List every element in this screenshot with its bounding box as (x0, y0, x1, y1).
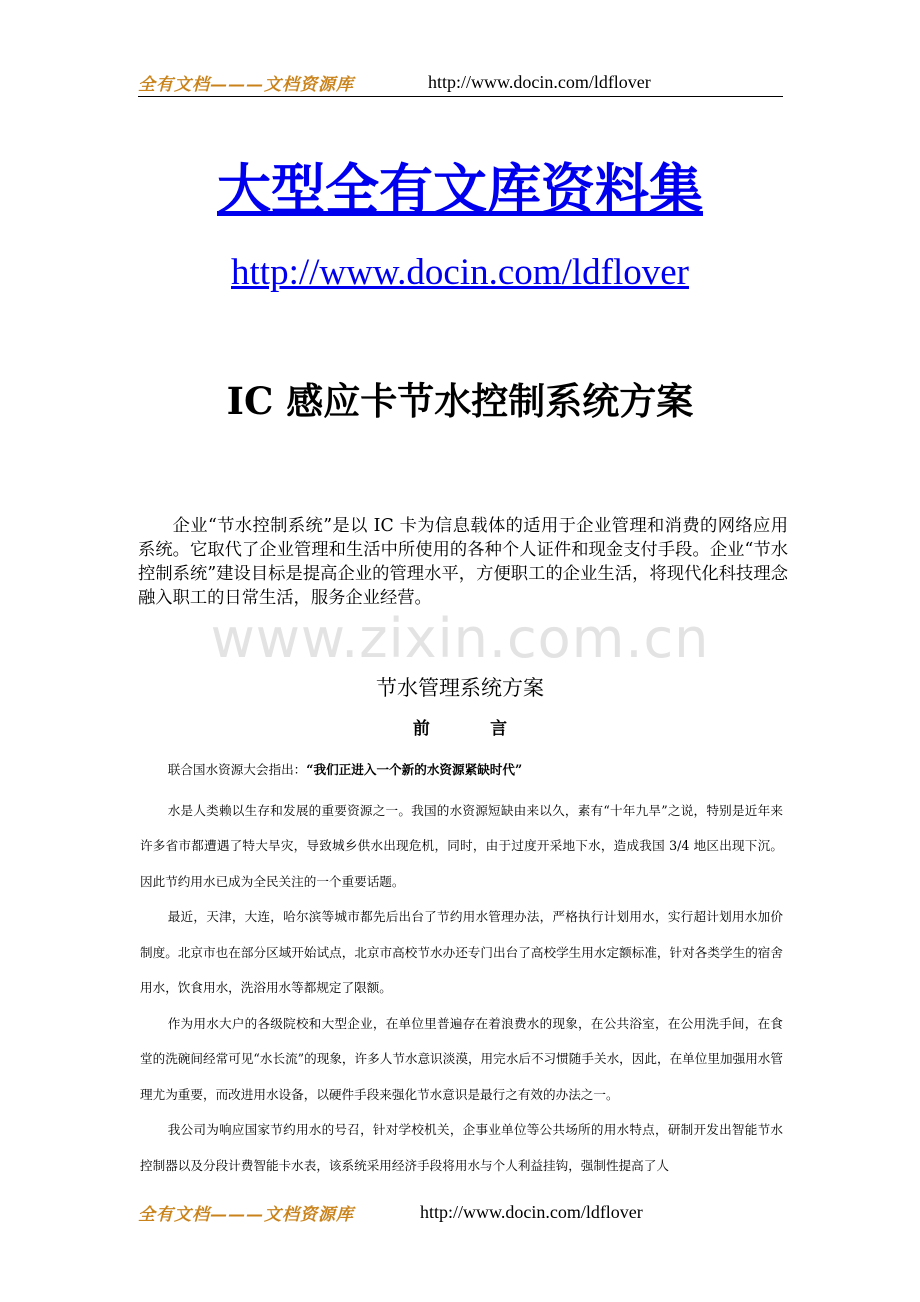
body-paragraph: 水是人类赖以生存和发展的重要资源之一。我国的水资源短缺由来以久，素有“十年九旱”之说，特别是近年来许多省市都遭遇了特大旱灾，导致城乡供水出现危机，同时，由于过度开采地下水，造成我国 3/4 地区出现下沉。因此节约用水已成为全民关注的一个重要话题。 (140, 802, 783, 889)
banner-url-link[interactable]: http://www.docin.com/ldflover (231, 252, 689, 293)
footer-url: http://www.docin.com/ldflover (420, 1202, 643, 1222)
document-title: IC 感应卡节水控制系统方案 (226, 379, 694, 423)
intro-paragraph: 企业“节水控制系统”是以 IC 卡为信息载体的适用于企业管理和消费的网络应用系统。它取代了企业管理和生活中所使用的各种个人证件和现金支付手段。企业“节水控制系统”建设目标是提高企业的管理水平，方便职工的企业生活，将现代化科技理念融入职工的日常生活，服务企业经营。 (138, 516, 788, 608)
page-header (138, 68, 783, 97)
body-paragraph: 我公司为响应国家节约用水的号召，针对学校机关，企事业单位等公共场所的用水特点，研制开发出智能节水控制器以及分段计费智能卡水表，该系统采用经济手段将用水与个人利益挂钩，强制性提高了人 (140, 1122, 783, 1173)
section-title: 节水管理系统方案 (376, 676, 544, 700)
lead-prefix: 联合国水资源大会指出： (167, 762, 307, 777)
watermark: www.zixin.com.cn (210, 607, 710, 670)
body-text (140, 752, 783, 1183)
lead-quote: “我们正进入一个新的水资源紧缺时代” (306, 762, 523, 777)
banner-title-link[interactable]: 大型全有文库资料集 (217, 158, 703, 221)
preface-heading: 前 言 (412, 719, 535, 739)
body-paragraph: 最近，天津，大连，哈尔滨等城市都先后出台了节约用水管理办法，严格执行计划用水，实行超计划用水加价制度。北京市也在部分区域开始试点，北京市高校节水办还专门出台了高校学生用水定额标准，针对各类学生的宿舍用水，饮食用水，洗浴用水等都规定了限额。 (140, 909, 783, 995)
header-url: http://www.docin.com/ldflover (428, 72, 651, 92)
header-brand: 全有文档———文档资源库 (138, 75, 354, 95)
lead-paragraph (140, 752, 783, 788)
page-footer (138, 1198, 783, 1226)
footer-brand: 全有文档———文档资源库 (138, 1205, 354, 1225)
body-paragraph: 作为用水大户的各级院校和大型企业，在单位里普遍存在着浪费水的现象，在公共浴室，在公用洗手间，在食堂的洗碗间经常可见“水长流”的现象，许多人节水意识淡漠，用完水后不习惯随手关水，因此，在单位里加强用水管理尤为重要，而改进用水设备，以硬件手段来强化节水意识是最行之有效的办法之一。 (140, 1015, 783, 1102)
